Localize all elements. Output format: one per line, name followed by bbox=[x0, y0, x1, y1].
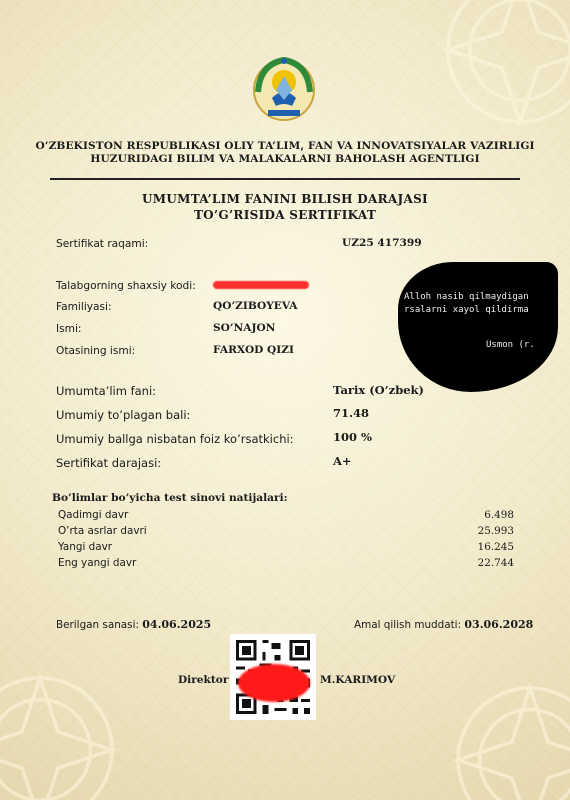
surname-value: QO’ZIBOYEVA bbox=[213, 300, 298, 312]
result-section-name: Eng yangi davr bbox=[58, 557, 137, 569]
overlay-text-line1: Alloh nasib qilmaydigan bbox=[404, 292, 529, 302]
grade-value: A+ bbox=[333, 454, 352, 468]
result-section-score: 6.498 bbox=[484, 509, 514, 521]
state-emblem-icon bbox=[248, 52, 320, 124]
percent-value: 100 % bbox=[333, 430, 372, 444]
percent-label: Umumiy ballga nisbatan foiz ko’rsatkichi: bbox=[56, 432, 294, 446]
issue-date bbox=[56, 618, 211, 631]
result-section-score: 22.744 bbox=[477, 557, 514, 569]
patronymic-value: FARXOD QIZI bbox=[213, 344, 294, 356]
result-section-name: O’rta asrlar davri bbox=[58, 525, 147, 537]
result-row bbox=[58, 541, 514, 553]
signature-redaction bbox=[238, 664, 310, 702]
patronymic-label: Otasining ismi: bbox=[56, 345, 136, 357]
issue-date-label: Berilgan sanasi: bbox=[56, 619, 139, 631]
certificate-number-value: UZ25 417399 bbox=[342, 237, 422, 249]
ornament-corner-bottom-left bbox=[0, 660, 130, 800]
grade-label: Sertifikat darajasi: bbox=[56, 456, 162, 470]
valid-until-label: Amal qilish muddati: bbox=[354, 619, 462, 631]
result-section-score: 16.245 bbox=[477, 541, 514, 553]
overlay-text-line3: Usmon (r. bbox=[486, 340, 535, 350]
result-section-score: 25.993 bbox=[477, 525, 514, 537]
score-label: Umumiy to’plagan bali: bbox=[56, 408, 191, 422]
overlay-text-line2: rsalarni xayol qildirma bbox=[404, 305, 529, 315]
director-label: Direktor bbox=[178, 674, 229, 686]
ornament-corner-bottom-right bbox=[440, 670, 570, 800]
issue-date-value: 04.06.2025 bbox=[142, 618, 212, 631]
black-redaction-overlay bbox=[398, 262, 558, 392]
surname-label: Familiyasi: bbox=[56, 301, 112, 313]
results-heading: Bo’limlar bo’yicha test sinovi natijalari: bbox=[52, 492, 288, 504]
subject-label: Umumta’lim fani: bbox=[56, 384, 157, 398]
certificate-title-line2: TO’G’RISIDA SERTIFIKAT bbox=[193, 208, 377, 222]
score-value: 71.48 bbox=[333, 406, 370, 420]
personal-code-label: Talabgorning shaxsiy kodi: bbox=[56, 280, 196, 292]
name-value: SO’NAJON bbox=[213, 322, 276, 334]
header-divider bbox=[50, 178, 520, 180]
subject-value: Tarix (O’zbek) bbox=[333, 383, 424, 397]
director-name: M.KARIMOV bbox=[320, 674, 396, 686]
certificate-number-label: Sertifikat raqami: bbox=[56, 238, 149, 250]
valid-until bbox=[354, 618, 533, 631]
ornament-corner-top-right bbox=[430, 0, 570, 140]
result-section-name: Yangi davr bbox=[58, 541, 113, 553]
result-row bbox=[58, 557, 514, 569]
result-row bbox=[58, 525, 514, 537]
result-row bbox=[58, 509, 514, 521]
valid-until-value: 03.06.2028 bbox=[464, 618, 534, 631]
result-section-name: Qadimgi davr bbox=[58, 509, 129, 521]
personal-code-redaction bbox=[213, 281, 309, 289]
org-name-line1: O’ZBEKISTON RESPUBLIKASI OLIY TA’LIM, FAN VA INNOVATSIYALAR VAZIRLIGI bbox=[35, 140, 535, 152]
certificate-title-line1: UMUMTA’LIM FANINI BILISH DARAJASI bbox=[142, 192, 428, 206]
org-name-line2: HUZURIDAGI BILIM VA MALAKALARNI BAHOLASH AGENTLIGI bbox=[90, 153, 480, 165]
name-label: Ismi: bbox=[56, 323, 82, 335]
